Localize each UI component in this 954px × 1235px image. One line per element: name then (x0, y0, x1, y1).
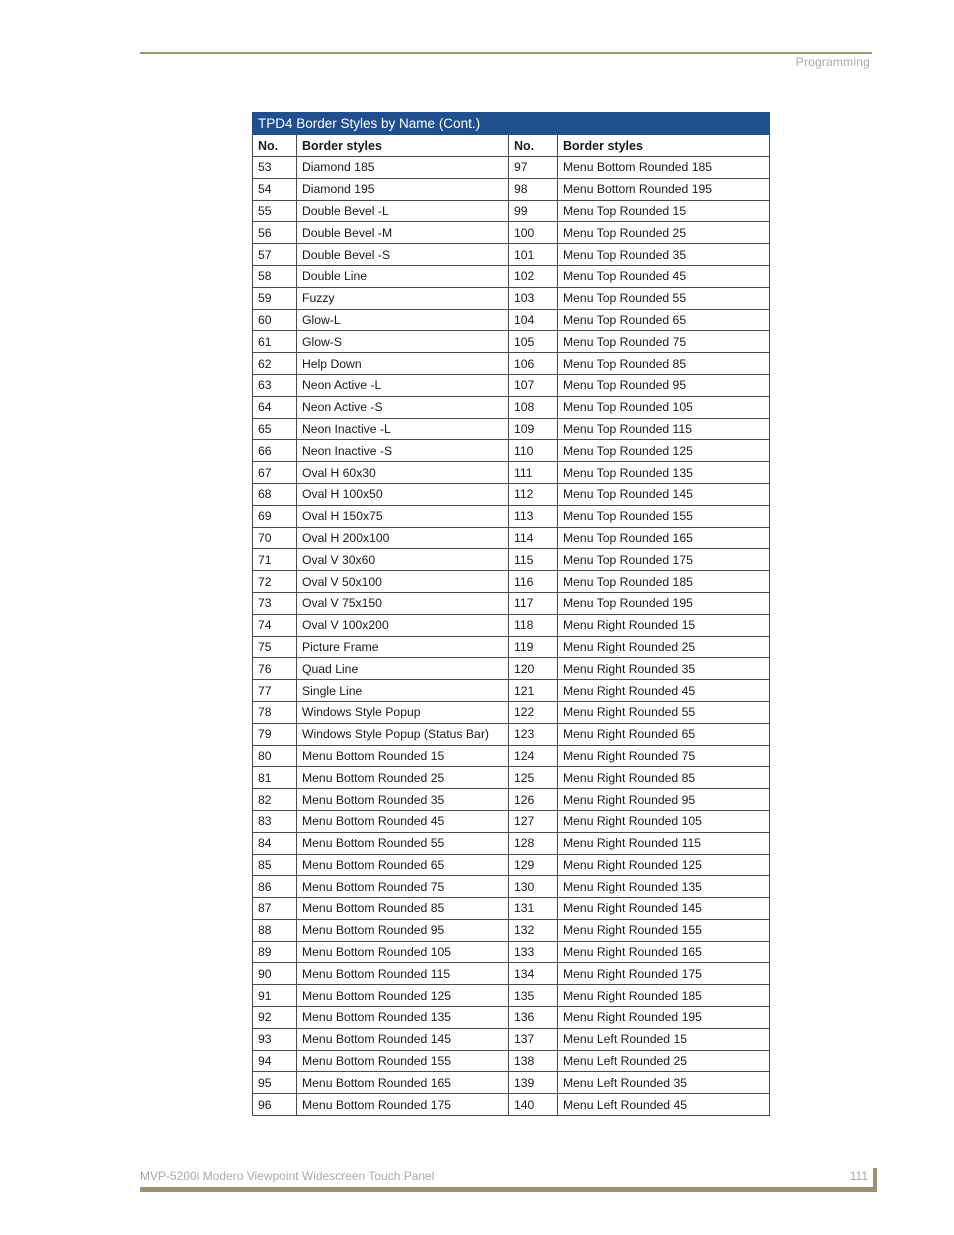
cell-no-right: 134 (509, 963, 558, 985)
cell-style-left: Help Down (297, 353, 509, 375)
table-row (253, 941, 770, 963)
page-number: 111 (849, 1169, 868, 1183)
cell-no-left: 78 (253, 701, 297, 723)
table-row (253, 876, 770, 898)
cell-no-left: 89 (253, 941, 297, 963)
cell-no-right: 132 (509, 919, 558, 941)
table-row (253, 658, 770, 680)
cell-no-right: 104 (509, 309, 558, 331)
cell-no-left: 56 (253, 222, 297, 244)
table-row (253, 919, 770, 941)
cell-no-right: 112 (509, 483, 558, 505)
cell-style-left: Menu Bottom Rounded 125 (297, 985, 509, 1007)
cell-no-right: 97 (509, 157, 558, 179)
table-row (253, 985, 770, 1007)
cell-style-right: Menu Top Rounded 125 (558, 440, 770, 462)
cell-style-left: Menu Bottom Rounded 35 (297, 789, 509, 811)
cell-no-left: 54 (253, 178, 297, 200)
cell-no-right: 118 (509, 614, 558, 636)
cell-no-right: 103 (509, 287, 558, 309)
cell-no-right: 101 (509, 244, 558, 266)
table-row (253, 200, 770, 222)
column-header-border-styles: Border styles (297, 135, 509, 157)
cell-style-left: Neon Active -L (297, 374, 509, 396)
table-row (253, 810, 770, 832)
cell-style-right: Menu Right Rounded 155 (558, 919, 770, 941)
cell-no-left: 68 (253, 483, 297, 505)
cell-style-right: Menu Right Rounded 65 (558, 723, 770, 745)
cell-style-left: Diamond 185 (297, 157, 509, 179)
cell-no-right: 139 (509, 1072, 558, 1094)
cell-style-left: Oval H 200x100 (297, 527, 509, 549)
cell-style-left: Menu Bottom Rounded 65 (297, 854, 509, 876)
table-row (253, 353, 770, 375)
cell-no-right: 126 (509, 789, 558, 811)
cell-style-right: Menu Right Rounded 35 (558, 658, 770, 680)
cell-no-right: 124 (509, 745, 558, 767)
cell-style-left: Picture Frame (297, 636, 509, 658)
cell-style-right: Menu Left Rounded 15 (558, 1028, 770, 1050)
cell-no-left: 59 (253, 287, 297, 309)
cell-style-right: Menu Right Rounded 145 (558, 898, 770, 920)
cell-style-right: Menu Left Rounded 35 (558, 1072, 770, 1094)
table-row (253, 789, 770, 811)
column-header-border-styles: Border styles (558, 135, 770, 157)
cell-style-right: Menu Right Rounded 195 (558, 1007, 770, 1029)
cell-no-right: 119 (509, 636, 558, 658)
cell-no-right: 123 (509, 723, 558, 745)
cell-style-right: Menu Top Rounded 65 (558, 309, 770, 331)
table-row (253, 723, 770, 745)
table-row (253, 178, 770, 200)
cell-no-left: 70 (253, 527, 297, 549)
cell-no-left: 90 (253, 963, 297, 985)
table-row (253, 1094, 770, 1116)
cell-no-left: 58 (253, 265, 297, 287)
table-title-row (253, 113, 770, 135)
cell-style-right: Menu Left Rounded 45 (558, 1094, 770, 1116)
cell-style-left: Quad Line (297, 658, 509, 680)
cell-style-left: Menu Bottom Rounded 155 (297, 1050, 509, 1072)
cell-style-right: Menu Right Rounded 105 (558, 810, 770, 832)
cell-no-right: 98 (509, 178, 558, 200)
table-row (253, 1050, 770, 1072)
cell-style-right: Menu Right Rounded 95 (558, 789, 770, 811)
table-row (253, 505, 770, 527)
cell-no-right: 131 (509, 898, 558, 920)
table-row (253, 244, 770, 266)
cell-no-right: 128 (509, 832, 558, 854)
table-row (253, 832, 770, 854)
cell-style-right: Menu Top Rounded 175 (558, 549, 770, 571)
cell-no-right: 111 (509, 462, 558, 484)
cell-style-right: Menu Top Rounded 145 (558, 483, 770, 505)
cell-no-right: 108 (509, 396, 558, 418)
cell-style-right: Menu Right Rounded 85 (558, 767, 770, 789)
cell-style-left: Menu Bottom Rounded 175 (297, 1094, 509, 1116)
table-row (253, 331, 770, 353)
cell-style-right: Menu Bottom Rounded 195 (558, 178, 770, 200)
cell-no-right: 121 (509, 680, 558, 702)
cell-style-left: Glow-S (297, 331, 509, 353)
cell-no-left: 57 (253, 244, 297, 266)
cell-style-left: Diamond 195 (297, 178, 509, 200)
cell-no-left: 77 (253, 680, 297, 702)
table-row (253, 745, 770, 767)
cell-style-right: Menu Top Rounded 15 (558, 200, 770, 222)
cell-style-right: Menu Top Rounded 25 (558, 222, 770, 244)
cell-no-left: 55 (253, 200, 297, 222)
table-row (253, 680, 770, 702)
table-row (253, 1007, 770, 1029)
cell-no-left: 87 (253, 898, 297, 920)
table-row (253, 701, 770, 723)
cell-no-right: 130 (509, 876, 558, 898)
cell-no-left: 86 (253, 876, 297, 898)
cell-no-left: 91 (253, 985, 297, 1007)
cell-no-left: 67 (253, 462, 297, 484)
cell-style-right: Menu Top Rounded 105 (558, 396, 770, 418)
cell-no-left: 96 (253, 1094, 297, 1116)
cell-style-left: Menu Bottom Rounded 45 (297, 810, 509, 832)
cell-no-left: 73 (253, 592, 297, 614)
cell-style-right: Menu Right Rounded 25 (558, 636, 770, 658)
cell-style-right: Menu Right Rounded 115 (558, 832, 770, 854)
cell-style-left: Neon Inactive -S (297, 440, 509, 462)
cell-no-left: 92 (253, 1007, 297, 1029)
cell-no-right: 125 (509, 767, 558, 789)
cell-no-left: 75 (253, 636, 297, 658)
cell-no-left: 84 (253, 832, 297, 854)
cell-no-left: 71 (253, 549, 297, 571)
cell-style-right: Menu Top Rounded 155 (558, 505, 770, 527)
cell-style-right: Menu Top Rounded 55 (558, 287, 770, 309)
cell-style-right: Menu Top Rounded 185 (558, 571, 770, 593)
table-row (253, 222, 770, 244)
cell-style-right: Menu Top Rounded 195 (558, 592, 770, 614)
table-row (253, 462, 770, 484)
cell-style-left: Double Bevel -L (297, 200, 509, 222)
table-row (253, 309, 770, 331)
cell-no-left: 72 (253, 571, 297, 593)
table-row (253, 614, 770, 636)
cell-style-left: Oval H 100x50 (297, 483, 509, 505)
cell-style-left: Oval H 60x30 (297, 462, 509, 484)
cell-no-left: 88 (253, 919, 297, 941)
table-row (253, 549, 770, 571)
cell-no-left: 79 (253, 723, 297, 745)
table-row (253, 592, 770, 614)
table-header-row (253, 135, 770, 157)
cell-style-left: Menu Bottom Rounded 95 (297, 919, 509, 941)
cell-style-left: Menu Bottom Rounded 105 (297, 941, 509, 963)
cell-no-right: 114 (509, 527, 558, 549)
table-row (253, 1072, 770, 1094)
cell-no-left: 83 (253, 810, 297, 832)
cell-no-right: 117 (509, 592, 558, 614)
table-row (253, 571, 770, 593)
cell-style-right: Menu Right Rounded 75 (558, 745, 770, 767)
cell-no-left: 93 (253, 1028, 297, 1050)
cell-style-left: Glow-L (297, 309, 509, 331)
cell-style-right: Menu Right Rounded 45 (558, 680, 770, 702)
cell-style-left: Menu Bottom Rounded 135 (297, 1007, 509, 1029)
cell-no-right: 102 (509, 265, 558, 287)
cell-no-right: 127 (509, 810, 558, 832)
cell-style-left: Menu Bottom Rounded 165 (297, 1072, 509, 1094)
cell-no-right: 122 (509, 701, 558, 723)
cell-style-right: Menu Right Rounded 135 (558, 876, 770, 898)
cell-style-left: Menu Bottom Rounded 15 (297, 745, 509, 767)
cell-style-right: Menu Right Rounded 165 (558, 941, 770, 963)
cell-style-left: Double Bevel -M (297, 222, 509, 244)
cell-style-left: Menu Bottom Rounded 85 (297, 898, 509, 920)
cell-no-right: 136 (509, 1007, 558, 1029)
table-title: TPD4 Border Styles by Name (Cont.) (253, 113, 770, 135)
table-row (253, 157, 770, 179)
cell-style-right: Menu Top Rounded 35 (558, 244, 770, 266)
cell-style-left: Neon Active -S (297, 396, 509, 418)
cell-no-right: 115 (509, 549, 558, 571)
cell-style-left: Windows Style Popup (297, 701, 509, 723)
cell-style-right: Menu Top Rounded 135 (558, 462, 770, 484)
cell-no-right: 107 (509, 374, 558, 396)
table-row (253, 440, 770, 462)
cell-no-right: 138 (509, 1050, 558, 1072)
cell-style-left: Oval H 150x75 (297, 505, 509, 527)
cell-style-left: Menu Bottom Rounded 25 (297, 767, 509, 789)
cell-no-right: 100 (509, 222, 558, 244)
cell-style-left: Double Line (297, 265, 509, 287)
cell-style-right: Menu Right Rounded 55 (558, 701, 770, 723)
table-row (253, 396, 770, 418)
cell-no-right: 109 (509, 418, 558, 440)
footer-document-title: MVP-5200i Modero Viewpoint Widescreen Touch Panel (140, 1169, 435, 1183)
cell-style-left: Fuzzy (297, 287, 509, 309)
table-row (253, 374, 770, 396)
cell-no-left: 76 (253, 658, 297, 680)
cell-no-right: 137 (509, 1028, 558, 1050)
cell-no-left: 95 (253, 1072, 297, 1094)
cell-no-right: 133 (509, 941, 558, 963)
cell-style-left: Oval V 100x200 (297, 614, 509, 636)
column-header-no: No. (253, 135, 297, 157)
header-rule (140, 52, 872, 54)
cell-no-left: 85 (253, 854, 297, 876)
border-styles-table (252, 112, 770, 1116)
cell-no-left: 94 (253, 1050, 297, 1072)
cell-no-right: 105 (509, 331, 558, 353)
cell-no-left: 63 (253, 374, 297, 396)
cell-no-left: 65 (253, 418, 297, 440)
cell-style-right: Menu Top Rounded 95 (558, 374, 770, 396)
cell-no-left: 74 (253, 614, 297, 636)
cell-style-left: Windows Style Popup (Status Bar) (297, 723, 509, 745)
table-row (253, 636, 770, 658)
cell-style-right: Menu Top Rounded 115 (558, 418, 770, 440)
cell-style-left: Single Line (297, 680, 509, 702)
cell-no-left: 80 (253, 745, 297, 767)
cell-no-right: 140 (509, 1094, 558, 1116)
table-row (253, 527, 770, 549)
cell-style-right: Menu Right Rounded 125 (558, 854, 770, 876)
table-row (253, 265, 770, 287)
cell-no-right: 116 (509, 571, 558, 593)
cell-no-left: 64 (253, 396, 297, 418)
cell-style-left: Oval V 75x150 (297, 592, 509, 614)
cell-style-right: Menu Left Rounded 25 (558, 1050, 770, 1072)
table-row (253, 898, 770, 920)
cell-no-right: 99 (509, 200, 558, 222)
cell-no-left: 81 (253, 767, 297, 789)
cell-no-right: 110 (509, 440, 558, 462)
cell-style-left: Oval V 50x100 (297, 571, 509, 593)
table-row (253, 854, 770, 876)
cell-style-right: Menu Right Rounded 175 (558, 963, 770, 985)
cell-style-left: Menu Bottom Rounded 145 (297, 1028, 509, 1050)
cell-style-left: Oval V 30x60 (297, 549, 509, 571)
table-body (253, 157, 770, 1116)
cell-no-right: 120 (509, 658, 558, 680)
column-header-no: No. (509, 135, 558, 157)
cell-style-left: Double Bevel -S (297, 244, 509, 266)
cell-no-left: 66 (253, 440, 297, 462)
cell-no-left: 53 (253, 157, 297, 179)
cell-no-left: 62 (253, 353, 297, 375)
cell-no-left: 61 (253, 331, 297, 353)
header-section-title: Programming (795, 55, 870, 69)
cell-no-right: 113 (509, 505, 558, 527)
cell-style-right: Menu Top Rounded 75 (558, 331, 770, 353)
table-row (253, 483, 770, 505)
cell-no-right: 135 (509, 985, 558, 1007)
table-row (253, 767, 770, 789)
table-row (253, 963, 770, 985)
cell-style-left: Menu Bottom Rounded 115 (297, 963, 509, 985)
cell-style-right: Menu Top Rounded 165 (558, 527, 770, 549)
table-row (253, 418, 770, 440)
table-row (253, 287, 770, 309)
cell-style-right: Menu Top Rounded 85 (558, 353, 770, 375)
table-row (253, 1028, 770, 1050)
cell-style-right: Menu Bottom Rounded 185 (558, 157, 770, 179)
cell-no-left: 82 (253, 789, 297, 811)
cell-no-right: 106 (509, 353, 558, 375)
cell-style-left: Neon Inactive -L (297, 418, 509, 440)
cell-style-right: Menu Right Rounded 15 (558, 614, 770, 636)
cell-style-left: Menu Bottom Rounded 55 (297, 832, 509, 854)
cell-style-left: Menu Bottom Rounded 75 (297, 876, 509, 898)
cell-no-right: 129 (509, 854, 558, 876)
cell-no-left: 69 (253, 505, 297, 527)
cell-style-right: Menu Right Rounded 185 (558, 985, 770, 1007)
cell-style-right: Menu Top Rounded 45 (558, 265, 770, 287)
cell-no-left: 60 (253, 309, 297, 331)
